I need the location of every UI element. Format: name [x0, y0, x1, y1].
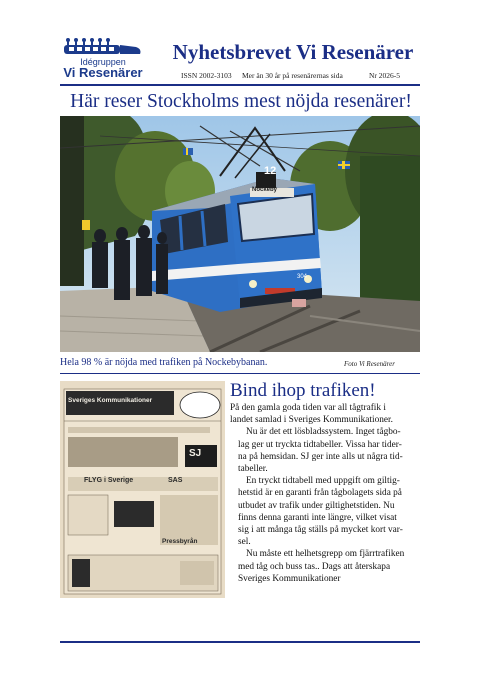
article-paragraph: [230, 475, 420, 548]
article-paragraph: [230, 402, 420, 426]
text-line: hetstid är en garanti från tågbolagets sida på: [238, 488, 402, 499]
text-line: sig i att många tåg ställs på mycket kort var-: [238, 525, 403, 536]
issue-number: Nr 2026-5: [369, 71, 401, 80]
article-title: Bind ihop trafiken!: [230, 380, 376, 401]
photo-credit: Foto Vi Resenärer: [344, 360, 395, 368]
text-line: finns denna garanti inte längre, vilket visat: [238, 512, 397, 523]
tram-fleet-number: 304: [297, 274, 308, 280]
text-line: sel.: [238, 537, 251, 548]
text-line: lag ger ut tryckta tidtabeller. Vissa har tider-: [238, 439, 402, 450]
text-line: På den gamla goda tiden var all tågtrafik i: [230, 403, 386, 413]
timetable-cover-scan: [60, 381, 225, 598]
tram-photo: [60, 116, 420, 352]
newsletter-title: Nyhetsbrevet Vi Resenärer: [172, 40, 414, 64]
text-line: En tryckt tidtabell med uppgift om giltig-: [246, 476, 400, 487]
logo-name: Vi Resenärer: [63, 65, 143, 80]
text-line: na på hemsidan. SJ ger inte alls ut några tid-: [238, 451, 403, 462]
article-paragraph: [230, 548, 420, 585]
text-line: Nu är det ett lösbladssystem. Inget tågbo-: [246, 427, 401, 438]
text-line: tabeller.: [238, 464, 268, 475]
header-rule: [60, 84, 420, 86]
headline: Här reser Stockholms mest nöjda resenärer!: [70, 91, 412, 112]
section-rule: [60, 373, 420, 374]
text-line: landet samlad i Sveriges Kommunikationer.: [230, 415, 393, 426]
logo-org-name: Idégruppen: [80, 57, 126, 67]
tram-line-number: 12: [264, 165, 277, 177]
tagline: Mer än 30 år på resenärernas sida: [242, 71, 343, 80]
article-paragraph: [230, 426, 420, 475]
scan-sj-logo: SJ: [189, 448, 202, 459]
photo-caption: Hela 98 % är nöjda med trafiken på Nockebybanan.: [60, 357, 268, 368]
tram-destination-sign: Nockeby: [252, 187, 278, 193]
scan-sas-logo: SAS: [168, 477, 183, 484]
footer-rule: [60, 641, 420, 643]
article-body: [230, 402, 420, 585]
scan-pressbyran: Pressbyrån: [162, 538, 198, 545]
text-line: Sveriges Kommunikationer: [238, 573, 341, 584]
scan-masthead: Sveriges Kommunikationer: [68, 397, 153, 404]
text-line: Nu måste ett helhetsgrepp om fjärrtrafiken: [246, 549, 405, 560]
scan-flyg-heading: FLYG i Sverige: [84, 477, 134, 484]
text-line: med tåg och buss tas.. Dags att återskapa: [238, 561, 391, 572]
text-line: utbudet av trafik under giltighetstiden. Nu: [238, 500, 395, 511]
issn-number: ISSN 2002-3103: [181, 71, 232, 80]
